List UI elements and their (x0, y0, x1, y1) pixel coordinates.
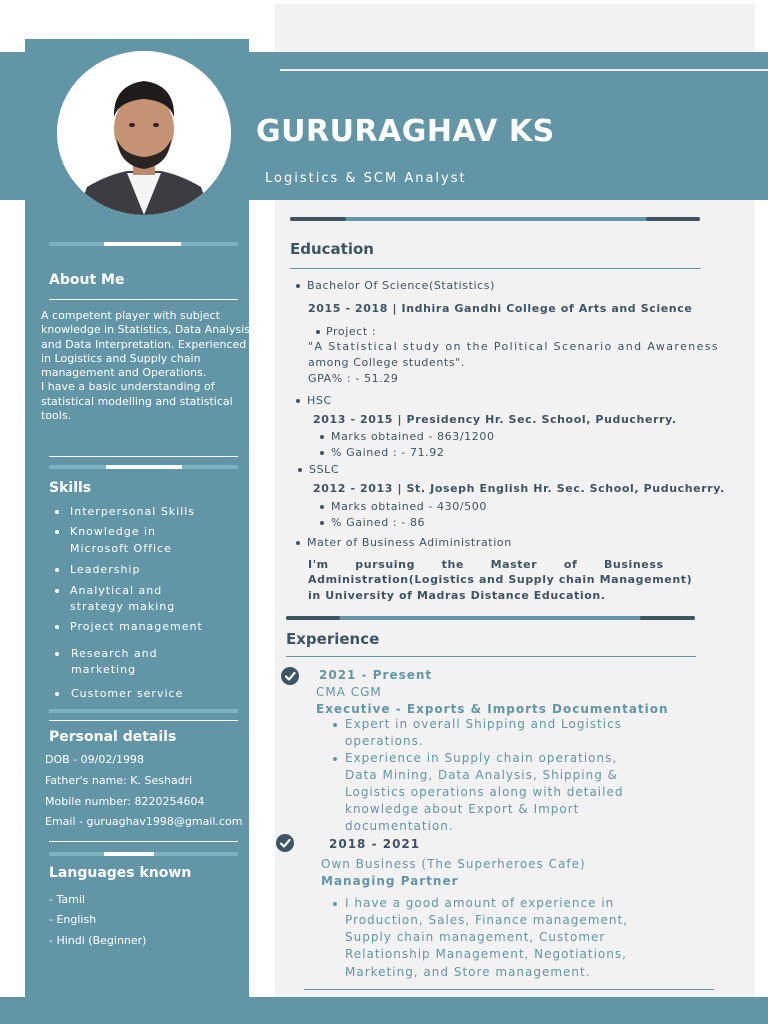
bullet (320, 505, 324, 509)
section-bar (286, 616, 695, 620)
profile-photo (57, 51, 231, 215)
sidebar-rule (49, 456, 238, 457)
about-line: knowledge in Statistics, Data Analysis (41, 323, 251, 337)
hsc-gained: % Gained : - 71.92 (331, 446, 445, 459)
job-bullet-line: Marketing, and Store management. (345, 965, 591, 979)
section-bar-accent (646, 217, 700, 221)
sslc-gained: % Gained : - 86 (331, 516, 426, 529)
candidate-name: GURURAGHAV KS (256, 114, 555, 149)
father-name-text: Father's name: K. Seshadri (45, 774, 193, 787)
about-line: in Logistics and Supply chain (41, 351, 201, 365)
hsc-marks: Marks obtained - 863/1200 (331, 430, 495, 443)
hsc-degree: HSC (307, 394, 332, 407)
experience-heading: Experience (286, 630, 380, 648)
mba-line: I'm pursuing the Master of Business (308, 558, 664, 571)
project-line: "A Statistical study on the Political Scenario and Awareness (308, 340, 720, 353)
mba-line: in University of Madras Distance Education. (308, 589, 606, 602)
check-icon (276, 834, 294, 852)
experience-rule (286, 656, 696, 657)
job-bullet-line: operations. (345, 734, 424, 748)
bullet (296, 541, 300, 545)
bsc-degree: Bachelor Of Science(Statistics) (307, 279, 496, 292)
gpa-text: GPA% : - 51.29 (308, 372, 399, 385)
language-item: - Hindi (Beginner) (49, 934, 147, 947)
about-line: A competent player with subject (41, 309, 220, 322)
about-line: and Data Interpretation. Experienced (41, 337, 247, 351)
candidate-role: Logistics & SCM Analyst (265, 171, 467, 186)
bullet (320, 451, 324, 455)
job-period: 2021 - Present (319, 668, 433, 682)
bullet (298, 468, 302, 472)
languages-heading: Languages known (49, 865, 192, 881)
project-line: among College students". (308, 356, 465, 369)
section-bar-accent (286, 616, 340, 620)
sslc-detail: 2012 - 2013 | St. Joseph English Hr. Sec. School, Puducherry. (313, 482, 725, 495)
job-bullet-line: I have a good amount of experience in (345, 896, 615, 910)
section-bar-accent (290, 217, 346, 221)
bullet (333, 723, 337, 727)
check-icon (281, 667, 299, 685)
education-rule (290, 268, 701, 269)
sslc-marks: Marks obtained - 430/500 (331, 500, 487, 513)
bullet (296, 399, 300, 403)
footer-band (0, 997, 768, 1024)
language-item: - Tamil (49, 893, 85, 906)
bullet (320, 521, 324, 525)
avatar (57, 51, 231, 215)
job-bullet-line: Supply chain management, Customer (345, 930, 606, 944)
about-text (41, 309, 251, 423)
education-heading: Education (290, 240, 374, 258)
personal-heading: Personal details (49, 729, 177, 745)
job-bullet-line: Logistics operations along with detailed (345, 785, 624, 799)
job-bullet-line: documentation. (345, 819, 454, 833)
job-company: Own Business (The Superheroes Cafe) (321, 857, 586, 871)
mba-line: Administration(Logistics and Supply chain Management) (308, 573, 693, 586)
bullet (316, 330, 320, 334)
about-heading: About Me (49, 272, 125, 288)
sslc-degree: SSLC (309, 463, 340, 476)
job-bullet-line: Data Mining, Data Analysis, Shipping & (345, 768, 619, 782)
about-line: tools. (41, 409, 72, 423)
job-title: Executive - Exports & Imports Documentation (316, 702, 669, 716)
about-line: management and Operations. (41, 366, 207, 380)
project-label: Project : (326, 325, 377, 338)
job-bullet-line: knowledge about Export & Import (345, 802, 580, 816)
sidebar-rule (49, 299, 238, 300)
job-bullet-line: Experience in Supply chain operations, (345, 751, 618, 765)
about-line: statistical modelling and statistical (41, 394, 233, 408)
bullet (320, 435, 324, 439)
sidebar-rule (49, 720, 238, 721)
job-period: 2018 - 2021 (329, 837, 421, 851)
section-bar (290, 217, 700, 221)
footer-rule (304, 989, 714, 990)
job-title: Managing Partner (321, 874, 459, 888)
mba-degree: Mater of Business Adiministration (307, 536, 512, 549)
mobile-text: Mobile number: 8220254604 (45, 795, 205, 808)
sidebar-rule (49, 841, 238, 842)
bsc-detail: 2015 - 2018 | Indhira Gandhi College of Arts and Science (308, 302, 693, 315)
header-divider (280, 69, 768, 71)
job-bullet-line: Relationship Management, Negotiations, (345, 947, 627, 961)
language-item: - English (49, 913, 97, 926)
job-company: CMA CGM (316, 685, 382, 699)
dob-text: DOB - 09/02/1998 (45, 753, 145, 766)
bullet (333, 902, 337, 906)
skills-heading: Skills (49, 480, 92, 496)
hsc-detail: 2013 - 2015 | Presidency Hr. Sec. School, Puducherry. (313, 413, 677, 426)
job-bullet-line: Expert in overall Shipping and Logistics (345, 717, 622, 731)
section-bar-accent (640, 616, 695, 620)
email-text: Email - guruaghav1998@gmail.com (45, 815, 243, 828)
job-bullet-line: Production, Sales, Finance management, (345, 913, 628, 927)
bullet (296, 284, 300, 288)
about-line: I have a basic understanding of (41, 380, 215, 394)
bullet (333, 757, 337, 761)
